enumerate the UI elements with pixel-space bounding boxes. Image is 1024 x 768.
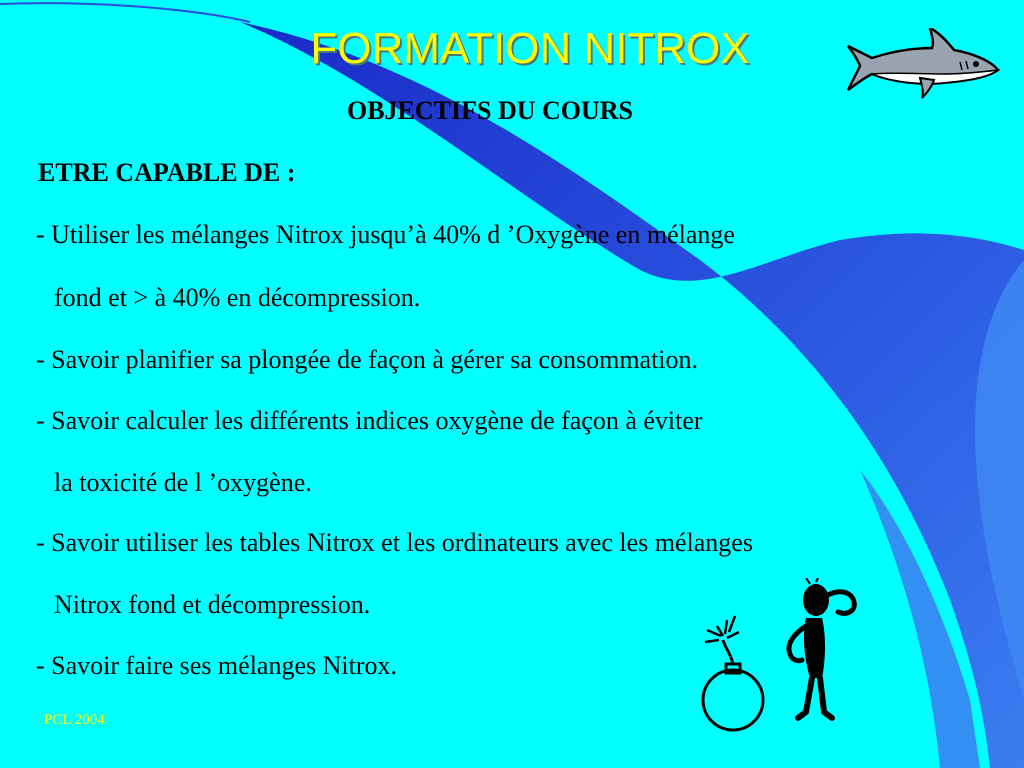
bomb-icon bbox=[695, 608, 775, 738]
objective-line: - Savoir calculer les différents indices oxygène de façon à éviter bbox=[36, 406, 703, 435]
objective-line: - Savoir utiliser les tables Nitrox et les ordinateurs avec les mélanges bbox=[36, 528, 753, 557]
footer-credit: PCL 2004 bbox=[44, 712, 105, 728]
intro-heading: ETRE CAPABLE DE : bbox=[38, 158, 296, 187]
objective-line: Nitrox fond et décompression. bbox=[54, 590, 371, 619]
section-heading: OBJECTIFS DU COURS bbox=[346, 96, 634, 125]
objective-line: - Utiliser les mélanges Nitrox jusqu’à 40% d ’Oxygène en mélange bbox=[36, 220, 735, 249]
shark-icon bbox=[842, 28, 1002, 100]
objective-line: la toxicité de l ’oxygène. bbox=[54, 468, 312, 497]
stick-figure-icon bbox=[770, 578, 870, 728]
slide-title: FORMATION NITROX bbox=[310, 24, 750, 73]
objective-line: - Savoir planifier sa plongée de façon à gérer sa consommation. bbox=[36, 345, 699, 374]
objective-line: - Savoir faire ses mélanges Nitrox. bbox=[36, 651, 398, 680]
objective-line: fond et > à 40% en décompression. bbox=[54, 283, 421, 312]
